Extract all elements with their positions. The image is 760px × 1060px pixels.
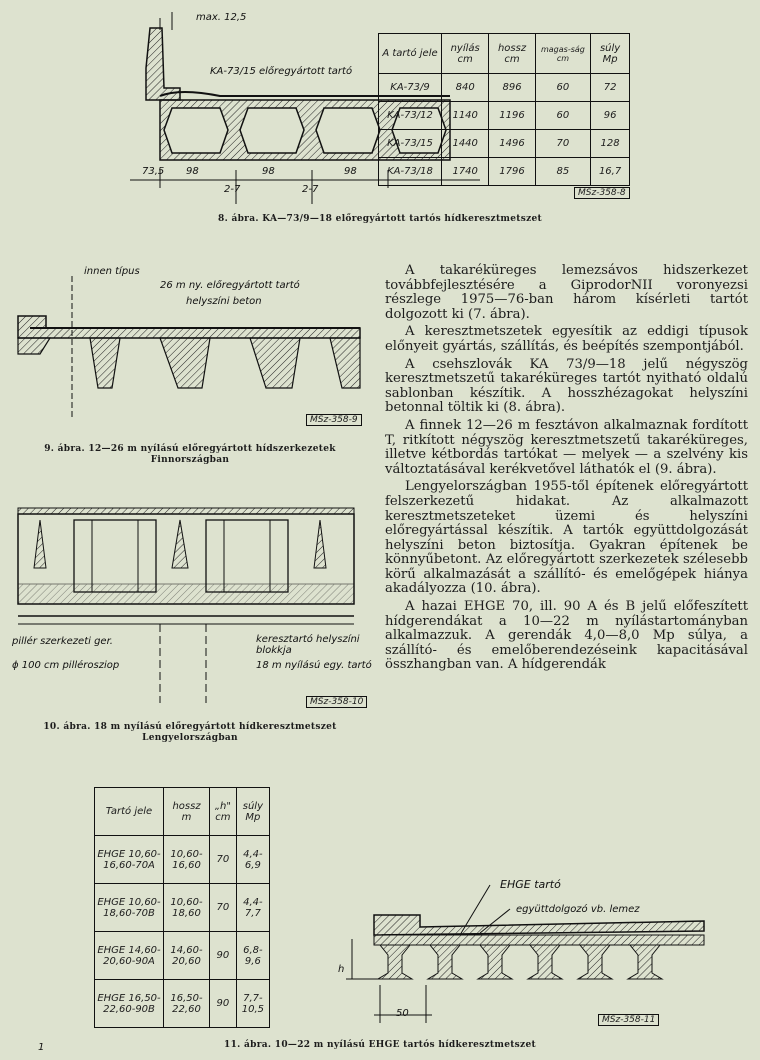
- fig8-cell: 16,7: [591, 158, 630, 186]
- fig8-cell: 1140: [442, 102, 489, 130]
- fig8-table: [378, 33, 630, 186]
- fig11-cell: EHGE 10,60-16,60-70A: [95, 836, 164, 884]
- fig11-cell: 90: [210, 980, 237, 1028]
- fig8-cell: KA-73/18: [379, 158, 442, 186]
- fig9-caption-1: 9. ábra. 12—26 m nyílású előregyártott hídszerkezetek: [44, 444, 336, 454]
- table-row: [379, 102, 630, 130]
- fig8-caption: 8. ábra. KA—73/9—18 előregyártott tartós hídkeresztmetszet: [218, 214, 542, 224]
- fig11-cell: 4,4-7,7: [236, 884, 269, 932]
- fig8-cell: 70: [535, 130, 590, 158]
- fig11-cell: 7,7-10,5: [236, 980, 269, 1028]
- fig9-tag: MSz-358-9: [306, 414, 362, 426]
- fig11-tag: MSz-358-11: [598, 1014, 659, 1026]
- fig8-cell: 840: [442, 74, 489, 102]
- fig10-caption-2: Lengyelországban: [142, 733, 238, 743]
- fig8-cell: 1196: [489, 102, 535, 130]
- page-mark: 1: [38, 1042, 45, 1053]
- fig8-cell: 1740: [442, 158, 489, 186]
- fig11-table: [94, 787, 270, 1028]
- fig8-cell: 60: [535, 74, 590, 102]
- fig8-dim-3: 98: [262, 166, 275, 177]
- body-text: [385, 264, 748, 676]
- fig8-dim-5: 2-7: [224, 184, 241, 195]
- table-row: [95, 980, 270, 1028]
- paragraph-2: A keresztmetszetek egyesítik az eddigi típusok előnyeit gyártás, szállítás, és beépítés szempontjából.: [385, 324, 748, 354]
- fig8-beam-label: KA-73/15 előregyártott tartó: [210, 66, 353, 77]
- fig11-th-2: „h" cm: [210, 788, 237, 836]
- fig8-th-3: magas-ság cm: [535, 34, 590, 74]
- fig11-cell: 6,8-9,6: [236, 932, 269, 980]
- fig8-cell: 1796: [489, 158, 535, 186]
- fig8-tag: MSz-358-8: [574, 187, 630, 199]
- fig8-cell: KA-73/12: [379, 102, 442, 130]
- fig10-block-label: keresztartó helyszíni blokkja: [256, 634, 360, 656]
- fig11-cell: 10,60-16,60: [164, 836, 210, 884]
- fig8-cell: 72: [591, 74, 630, 102]
- fig8-th-2: hossz cm: [489, 34, 535, 74]
- fig9-caption-2: Finnországban: [150, 455, 230, 465]
- figure-10-drawing: [10, 498, 365, 703]
- fig8-cell: KA-73/15: [379, 130, 442, 158]
- paragraph-3: A csehszlovák KA 73/9—18 jelű négyszög keresztmetszetű takaréküreges tartót nyitható oldalú sablonban készítik. A hosszhézagokat helyszíni betonnal töltik ki (8. ábra).: [385, 356, 748, 416]
- fig8-dim-4: 98: [344, 166, 357, 177]
- fig11-th-0: Tartó jele: [95, 788, 164, 836]
- fig11-cell: 70: [210, 884, 237, 932]
- fig8-dim-6: 2-7: [302, 184, 319, 195]
- fig11-cell: EHGE 14,60-20,60-90A: [95, 932, 164, 980]
- fig8-th-0: A tartó jele: [379, 34, 442, 74]
- fig11-h-label: h: [338, 964, 345, 975]
- fig10-column-label: ϕ 100 cm pillérosziop: [12, 660, 120, 671]
- fig11-th-3: súly Mp: [236, 788, 269, 836]
- fig10-tag: MSz-358-10: [306, 696, 367, 708]
- paragraph-6: A hazai EHGE 70, ill. 90 A és B jelű előfeszített hídgerendákat a 10—22 m nyílástartományban alkalmazzuk. A gerendák 4,0—8,0 Mp súlya, a szállító- és emelőberendezéseink kapacitásával összhangban van. A hídgerendák: [385, 599, 748, 673]
- table-row: [379, 74, 630, 102]
- fig8-th-1: nyílás cm: [442, 34, 489, 74]
- fig11-50-label: 50: [396, 1008, 409, 1019]
- fig11-cell: EHGE 16,50-22,60-90B: [95, 980, 164, 1028]
- fig11-cell: 70: [210, 836, 237, 884]
- fig11-slab-label: együttdolgozó vb. lemez: [516, 904, 640, 915]
- fig9-type-label: innen típus: [84, 266, 140, 277]
- table-row: [379, 158, 630, 186]
- table-row: [95, 932, 270, 980]
- fig8-dim-1: 73,5: [142, 166, 165, 177]
- fig8-cell: 1440: [442, 130, 489, 158]
- table-row: [379, 130, 630, 158]
- fig10-beam-label: 18 m nyílású egy. tartó: [256, 660, 372, 671]
- fig11-cell: EHGE 10,60-18,60-70B: [95, 884, 164, 932]
- fig11-th-1: hossz m: [164, 788, 210, 836]
- fig8-max-label: max. 12,5: [196, 12, 247, 23]
- fig11-cell: 16,50-22,60: [164, 980, 210, 1028]
- paragraph-5: Lengyelországban 1955-től építenek előregyártott felszerkezetű hidakat. Az alkalmazott keresztmetszeteket üzemi és helyszíni előregyártással készítik. A tartók együttdolgozását helyszíni beton biztosítja. Gyakran építenek be könnyűbetont. Az előregyártott szerkezetek szélesebb körű alkalmazását a szállító- és emelőgépek hiánya akadályozza (10. ábra).: [385, 479, 748, 597]
- fig11-cell: 4,4-6,9: [236, 836, 269, 884]
- fig11-caption: 11. ábra. 10—22 m nyílású EHGE tartós hídkeresztmetszet: [224, 1040, 536, 1050]
- fig8-cell: KA-73/9: [379, 74, 442, 102]
- fig8-cell: 1496: [489, 130, 535, 158]
- fig11-beam-label: EHGE tartó: [500, 878, 561, 891]
- paragraph-1: A takaréküreges lemezsávos hidszerkezet továbbfejlesztésére a GiprodorNII voronyezsi részlege 1975—76-ban három kísérleti tartót dolgozott ki (7. ábra).: [385, 263, 748, 322]
- fig8-cell: 85: [535, 158, 590, 186]
- fig11-cell: 14,60-20,60: [164, 932, 210, 980]
- fig11-cell: 90: [210, 932, 237, 980]
- fig8-cell: 128: [591, 130, 630, 158]
- fig9-beam-label: 26 m ny. előregyártott tartó: [160, 280, 300, 291]
- figure-11-drawing: [330, 875, 710, 1025]
- table-row: [95, 836, 270, 884]
- fig8-cell: 96: [591, 102, 630, 130]
- fig11-cell: 10,60-18,60: [164, 884, 210, 932]
- figure-9-drawing: [10, 268, 370, 428]
- fig8-th-4: súly Mp: [591, 34, 630, 74]
- paragraph-4: A finnek 12—26 m fesztávon alkalmaznak fordított T, ritkított négyszög keresztmetszetű takaréküreges, illetve kétbordás tartókat — melyek — a szelvény kis változtatásával kerékvetővel láthatók el (9. ábra).: [385, 417, 748, 477]
- fig8-cell: 60: [535, 102, 590, 130]
- fig10-caption-1: 10. ábra. 18 m nyílású előregyártott hídkeresztmetszet: [43, 722, 337, 732]
- fig8-cell: 896: [489, 74, 535, 102]
- table-row: [95, 884, 270, 932]
- fig9-concrete-label: helyszíni beton: [186, 296, 262, 307]
- fig10-pier-label: pillér szerkezeti ger.: [12, 636, 113, 647]
- fig8-dim-2: 98: [186, 166, 199, 177]
